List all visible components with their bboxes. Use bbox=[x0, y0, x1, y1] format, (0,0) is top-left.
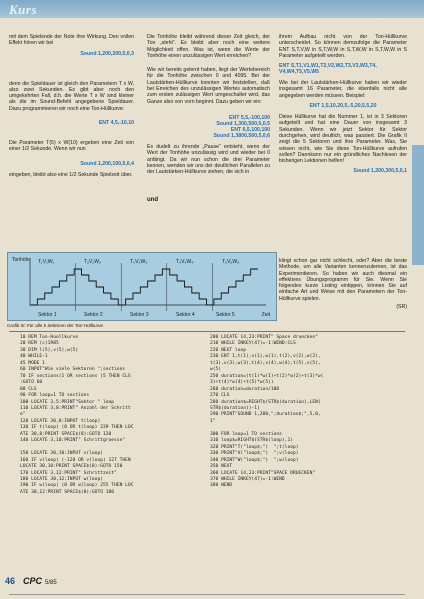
envelope-step-point bbox=[165, 268, 166, 269]
y-axis-label: Tonhöhe bbox=[12, 257, 32, 263]
segment-label: T₃V₃W₃ bbox=[130, 259, 148, 265]
sector-label: Sektor 2 bbox=[84, 312, 103, 318]
envelope-step-point bbox=[173, 274, 174, 275]
envelope-step-point bbox=[180, 280, 181, 281]
envelope-chart bbox=[7, 252, 277, 321]
envelope-step-point bbox=[136, 292, 137, 293]
paragraph: denn die Spieldauer ist gleich den Parametern T x W, also zwei Sekunden. Es gibt aber noch den umgekehrten Fall, d.h. die Werte T x W sind kleiner als die im Sound-Befehl angegebene Spieldauer. Dazu programmieren wir noch eine Ton-Hüllkurve: bbox=[9, 80, 134, 112]
envelope-step-point bbox=[33, 304, 34, 305]
sector-label: Sektor 3 bbox=[130, 312, 149, 318]
envelope-step-point bbox=[62, 280, 63, 281]
envelope-step-point bbox=[143, 286, 144, 287]
paragraph: Wie wir bereits gelernt haben, liegt der Wertebereich für die Tonhöhe zwischen 0 und 4095. Bei der Lautstärken-Hüllkurve konnten wir feststellen, daß bei Erreichen des unzulässigen Wertes automatisch zum ersten zulässigen Wert umgeschaltet wird, das Ganze also von vorn beginnt. Dazu geben wir ein: bbox=[147, 67, 270, 105]
column-2 bbox=[147, 34, 270, 179]
code-heading: Sound 1,200,100,5,0,4 bbox=[80, 160, 134, 167]
code-heading: ENT S,T1,V1,W1,T2,V2,W2,T3,V3,W3,T4, V4,W4,T5,V5,W5 bbox=[279, 63, 377, 76]
paragraph: Die Tonhöhe bleibt während dieser Zeit gleich, der Ton „steht“. Es bleibt aber noch eine weitere Möglichkeit offen. Was ist, wenn die Werte der Tonhöhe einen unzulässigen Wert erreichen? bbox=[147, 34, 270, 59]
sector-label: Sektor 1 bbox=[38, 312, 57, 318]
paragraph: Wie bei der Lautstärken-Hüllkurve haben wir wieder insgesamt 16 Parameter, die ebenfalls nicht alle angegeben werden müssen. Beispiel: bbox=[279, 80, 407, 99]
paragraph: Diese Hüllkurve hat die Nummer 1, ist in 3 Sektoren aufgeteilt und hat eine Dauer von insgesamt 3 Sekunden. Wenn wir jetzt Sektor für Sektor durchgehen, wird deutlich, was passiert. Die Grafik II zeigt die 5 Sektoren und ihre Parameter. Was, Sie wissen nicht, wie Sie diese Ton-Hüllkurve aufrufen sollen? Dannkann nur ein gründliches Nachlesen der bisherigen Lektionen helfen! bbox=[279, 114, 407, 165]
envelope-step-point bbox=[40, 298, 41, 299]
column-1 bbox=[9, 34, 134, 182]
paragraph: Es dudelt zu ihrende „Pause“ entsteht, wenn der Wert der Tonhöhe unzulässig wird und wieder bei 0 anfängt. Da wir nun schon die drei Parameter kennen, wenden wir uns der deutlichen Parallelen zu der Lautstärken-Hüllkurve ziehen, die sich in bbox=[147, 143, 270, 176]
paragraph: klingt schon gar nicht schlecht, oder? Aber die beste Methode, um alle Varianten kennenzulernen, ist das Experimentieren. So haben wir auch diesmal ein effektives Übungsprogramm für Sie. Wenn Sie folgendes kurze Listing eintippen, können Sie auf einfache Art und Weise mit den Parametern der Ton-Hüllkurve spielen. bbox=[279, 258, 407, 302]
envelope-step-point bbox=[48, 292, 49, 293]
envelope-step-point bbox=[92, 280, 93, 281]
sector-label: Sektor 5 bbox=[216, 312, 235, 318]
code-heading: ENT 1,5,10,20,5,-5,20,5,5,20 bbox=[309, 103, 377, 110]
envelope-step-point bbox=[254, 268, 255, 269]
envelope-step-point bbox=[202, 298, 203, 299]
paragraph: eingeben, bleibt also eine 1/2 Sekunde Spielzeit über. bbox=[9, 171, 133, 178]
right-text bbox=[279, 258, 407, 310]
envelope-step-point bbox=[129, 298, 130, 299]
envelope-step-point bbox=[158, 274, 159, 275]
column-3 bbox=[279, 34, 407, 179]
footer bbox=[5, 576, 57, 586]
paragraph: mit dem Spielende der Note ihre Wirkung. Den vollen Effekt hören wir bei bbox=[9, 34, 134, 47]
envelope-step-point bbox=[217, 298, 218, 299]
envelope-step-point bbox=[114, 298, 115, 299]
envelope-step-point bbox=[151, 280, 152, 281]
code-heading: ENT 4,5,-10,10 bbox=[98, 120, 134, 127]
x-axis-label: Zeit bbox=[261, 312, 270, 318]
envelope-step-point bbox=[239, 280, 240, 281]
envelope-step-point bbox=[99, 286, 100, 287]
edge-tab bbox=[412, 145, 424, 265]
sector-label: Sektor 4 bbox=[176, 312, 195, 318]
segment-label: T₂V₂W₂ bbox=[84, 259, 101, 265]
envelope-step-point bbox=[232, 286, 233, 287]
segment-label: T₄V₄W₄ bbox=[176, 259, 194, 265]
envelope-step-point bbox=[224, 292, 225, 293]
envelope-step-point bbox=[55, 286, 56, 287]
header bbox=[0, 0, 424, 20]
paragraph: ihrem Aufbau nicht von der Ton-Hüllkurve unterscheidet. So können demzufolge die Parameter ENT S,T,V,W in S,T,W,W in S,T,W,W in S,T,W,W in S Parameter aufgeteilt werden. bbox=[279, 34, 407, 59]
code-heading: ENT 5,5,-100,100 Sound 1,300,500,5,0,5 ENT 6,5,100,100 Sound 1,3800,500,5,0,6 bbox=[213, 114, 270, 139]
magazine-brand: CPC bbox=[23, 576, 43, 586]
listing-right: 200 LOCATE 14,23:PRINT" Space druecken" 210 WHILE INKEY(47)=-1:WEND:CLS 220 NEXT loop 230 ENT 1,t(1),v(1),w(1),t(2),v(2),w(2), t(3),v(3),w(3),t(4),v(4),w(4),t(5),v(5), w(5) 250 duration=(t(1)*w(1)+t(2)*w(2)+t(3)*w( 3)+t(4)*w(4)+t(5)*w(5)) 260 duration=duration/100 270 CLS 280 duration$=RIGHT$(STR$(duration),LEN( STR$(duration))-1) 290 PRINT"SOUND 1,200,";duration$;",5,0, 1" 300 FOR loop=1 TO sections 310 loop$=RIGHT$(STR$(loop),1) 320 PRINT"T("loop$;") ";t(loop) 330 PRINT"V("loop$;") ";v(loop) 340 PRINT"W("loop$;") ";w(loop) 350 NEXT 360 LOCATE 14,23:PRINT"SPACE DRUECKEN" 370 WHILE INKEY(47)=-1:WEND 380 WEND bbox=[210, 335, 324, 489]
envelope-step-point bbox=[210, 304, 211, 305]
code-heading: Sound 1,200,300,5,0,1 bbox=[353, 168, 407, 175]
envelope-step-point bbox=[77, 268, 78, 269]
header-title: Kurs bbox=[9, 2, 38, 17]
envelope-step-point bbox=[70, 274, 71, 275]
code-heading: Sound 1,200,200,5,0,3 bbox=[80, 50, 134, 57]
header-band bbox=[0, 0, 424, 18]
segment-label: T₅V₅W₅ bbox=[222, 259, 240, 265]
envelope-step-point bbox=[246, 274, 247, 275]
segment-label: T₁V₁W₁ bbox=[38, 259, 55, 265]
paragraph: Die Parameter T(5) x W(10) ergeben eine Zeit von einer 1/2 Sekunde. Wenn wir nun bbox=[9, 140, 134, 153]
divider bbox=[9, 331, 405, 332]
envelope-step-point bbox=[107, 292, 108, 293]
page-number: 46 bbox=[5, 576, 16, 586]
envelope-step-point bbox=[188, 286, 189, 287]
envelope-step-point bbox=[121, 304, 122, 305]
envelope-step-point bbox=[195, 292, 196, 293]
envelope-step-point bbox=[85, 274, 86, 275]
author-sign: (SR) bbox=[396, 304, 407, 311]
divider bbox=[9, 594, 405, 595]
chart-caption: Grafik III: Für alle 5 Sektoren der Ton-Hüllkurve bbox=[7, 323, 104, 328]
connector-word: und bbox=[147, 197, 158, 203]
issue-number: 5/85 bbox=[45, 580, 57, 586]
listing-left: 10 REM Ton-Huellkurve 20 REM (c)1985 30 DIM l(5),v(5),w(5) 40 WHILE-1 45 MODE 1 60 INPUT"Wie viele Sektoren ";sections 70 IF sections(1 OR sections )5 THEN CLS :GOTO 60 80 CLS 90 FOR loop=1 TO sections 100 LOCATE 3,5:PRINT"Sektor " loop 110 LOCATE 3,8:PRINT" Anzahl der Schritt e" 120 LOCATE 30,8:INPUT t(loop) 130 IF t(loop) (0 OR t(loop) 239 THEN LOC ATE 30,8:PRINT SPACE$(8):GOTO 120 140 LOCATE 3,10:PRINT" Schrittgroesse" 150 LOCATE 30,10:INPUT v(loop) 160 IF v(loop) (-128 OR v(loop) 127 THEN LOCATE 30,10:PRINT SPACE$(8):GOTO 150 170 LOCATE 3,12:PRINT" Schrittzeit" 180 LOCATE 30,12:INPUT w(loop) 190 IF w(loop) (0 OR w(loop) 255 THEN LOC ATE 30,12:PRINT SPACE$(8):GOTO 180 bbox=[20, 335, 134, 495]
